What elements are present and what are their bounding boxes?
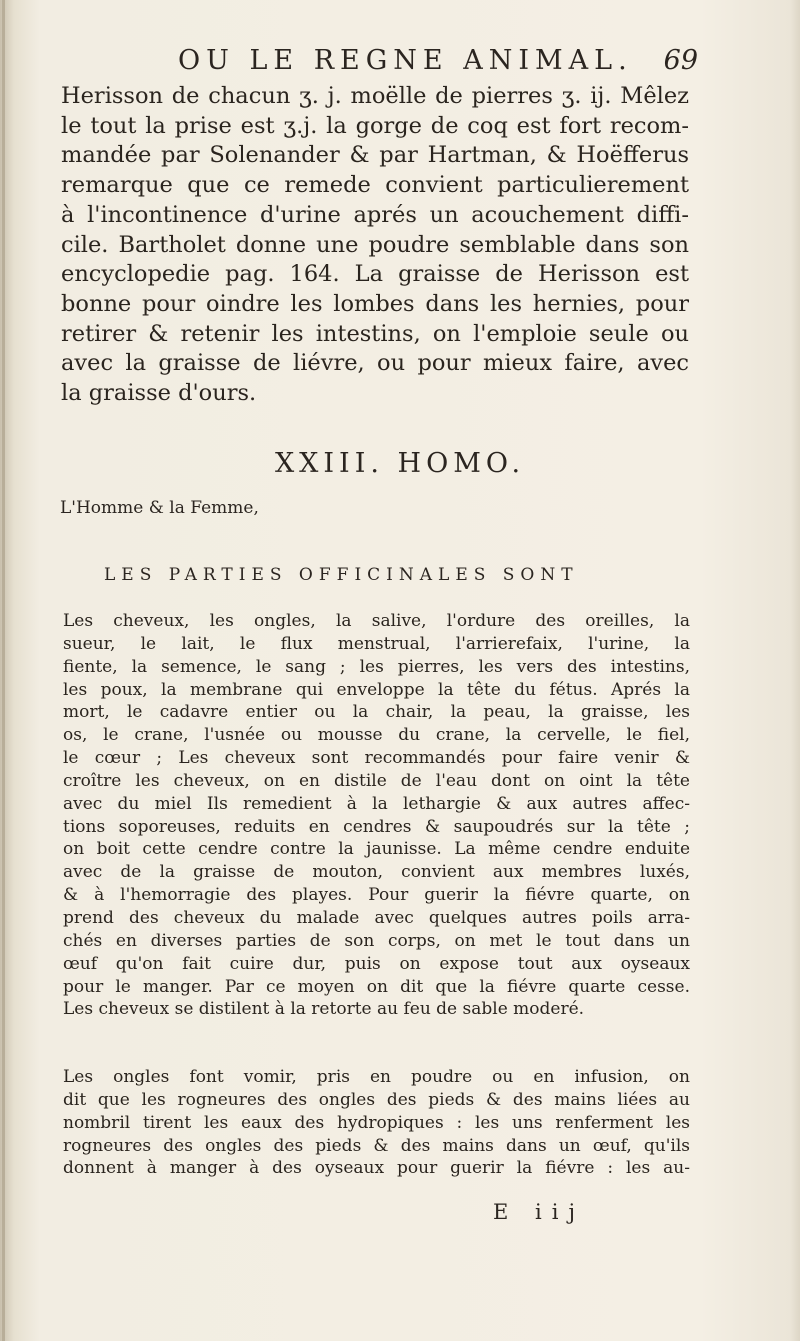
text-line: croître les cheveux, on en distile de l'eau dont on oint la tête	[63, 770, 690, 791]
text-line: fiente, la semence, le sang ; les pierres, les vers des intestins,	[63, 656, 690, 677]
text-line: Les ongles font vomir, pris en poudre ou en infusion, on	[63, 1067, 690, 1087]
text-line: mort, le cadavre entier ou la chair, la peau, la graisse, les	[63, 702, 690, 723]
text-line: on boit cette cendre contre la jaunisse. La même cendre enduite	[63, 839, 690, 860]
text-line: avec de la graisse de mouton, convient aux membres luxés,	[63, 862, 690, 883]
text-line: les poux, la membrane qui enveloppe la tête du fétus. Aprés la	[63, 679, 690, 700]
section-intro	[60, 498, 259, 518]
paragraph-officinal-parts	[63, 610, 690, 1021]
text-line: nombril tirent les eaux des hydropiques : les uns renferment les	[63, 1112, 690, 1133]
text-line: dit que les rogneures des ongles des pieds & des mains liées au	[63, 1089, 690, 1110]
text-line: la graisse d'ours.	[61, 380, 257, 407]
text-line: mandée par Solenander & par Hartman, & Hoëfferus	[61, 142, 689, 169]
page-gutter	[2, 0, 5, 1341]
section-intro-text: L'Homme & la Femme,	[60, 498, 259, 518]
text-line: Les cheveux se distilent à la retorte au feu de sable moderé.	[63, 999, 585, 1020]
paragraph-ongles	[63, 1066, 690, 1180]
text-line: œuf qu'on fait cuire dur, puis on expose tout aux oyseaux	[63, 953, 690, 974]
text-line: le tout la prise est ʒ.j. la gorge de coq est fort recom-	[61, 112, 689, 139]
text-line: & à l'hemorragie des playes. Pour guerir la fiévre quarte, on	[63, 885, 690, 906]
text-line: bonne pour oindre les lombes dans les hernies, pour	[61, 290, 689, 317]
text-line: pour le manger. Par ce moyen on dit que la fiévre quarte cesse.	[63, 976, 690, 997]
text-line: encyclopedie pag. 164. La graisse de Herisson est	[61, 261, 689, 288]
text-line: Les cheveux, les ongles, la salive, l'ordure des oreilles, la	[63, 611, 690, 631]
text-line: prend des cheveux du malade avec quelques autres poils arra-	[63, 907, 690, 928]
text-line: os, le crane, l'usnée ou mousse du crane, la cervelle, le fiel,	[63, 725, 690, 746]
officinal-heading: LES PARTIES OFFICINALES SONT	[104, 565, 579, 585]
text-line: remarque que ce remede convient particulierement	[61, 172, 689, 199]
text-line: avec du miel Ils remedient à la lethargie & aux autres affec-	[63, 793, 690, 814]
page-number: 69	[663, 45, 698, 76]
running-title: OU LE REGNE ANIMAL.	[178, 45, 633, 76]
text-line: le cœur ; Les cheveux sont recommandés pour faire venir &	[63, 748, 690, 769]
signature-mark: E iij	[493, 1200, 585, 1224]
text-line: donnent à manger à des oyseaux pour guerir la fiévre : les au-	[63, 1158, 690, 1179]
text-line: tions soporeuses, reduits en cendres & saupoudrés sur la tête ;	[63, 816, 690, 837]
text-line: sueur, le lait, le flux menstrual, l'arrierefaix, l'urine, la	[63, 633, 690, 654]
text-line: à l'incontinence d'urine aprés un acouchement diffi-	[61, 201, 689, 228]
text-line: rogneures des ongles des pieds & des mains dans un œuf, qu'ils	[63, 1135, 690, 1156]
text-line: Herisson de chacun ʒ. j. moëlle de pierres ʒ. ij. Mêlez	[61, 83, 689, 109]
paragraph-herisson	[61, 82, 689, 409]
text-line: chés en diverses parties de son corps, on met le tout dans un	[63, 930, 690, 951]
text-line: retirer & retenir les intestins, on l'emploie seule ou	[61, 320, 689, 347]
running-head	[178, 45, 698, 85]
section-title: XXIII. HOMO.	[274, 448, 526, 479]
text-line: avec la graisse de liévre, ou pour mieux faire, avec	[61, 350, 689, 377]
text-line: cile. Bartholet donne une poudre semblable dans son	[61, 231, 689, 258]
